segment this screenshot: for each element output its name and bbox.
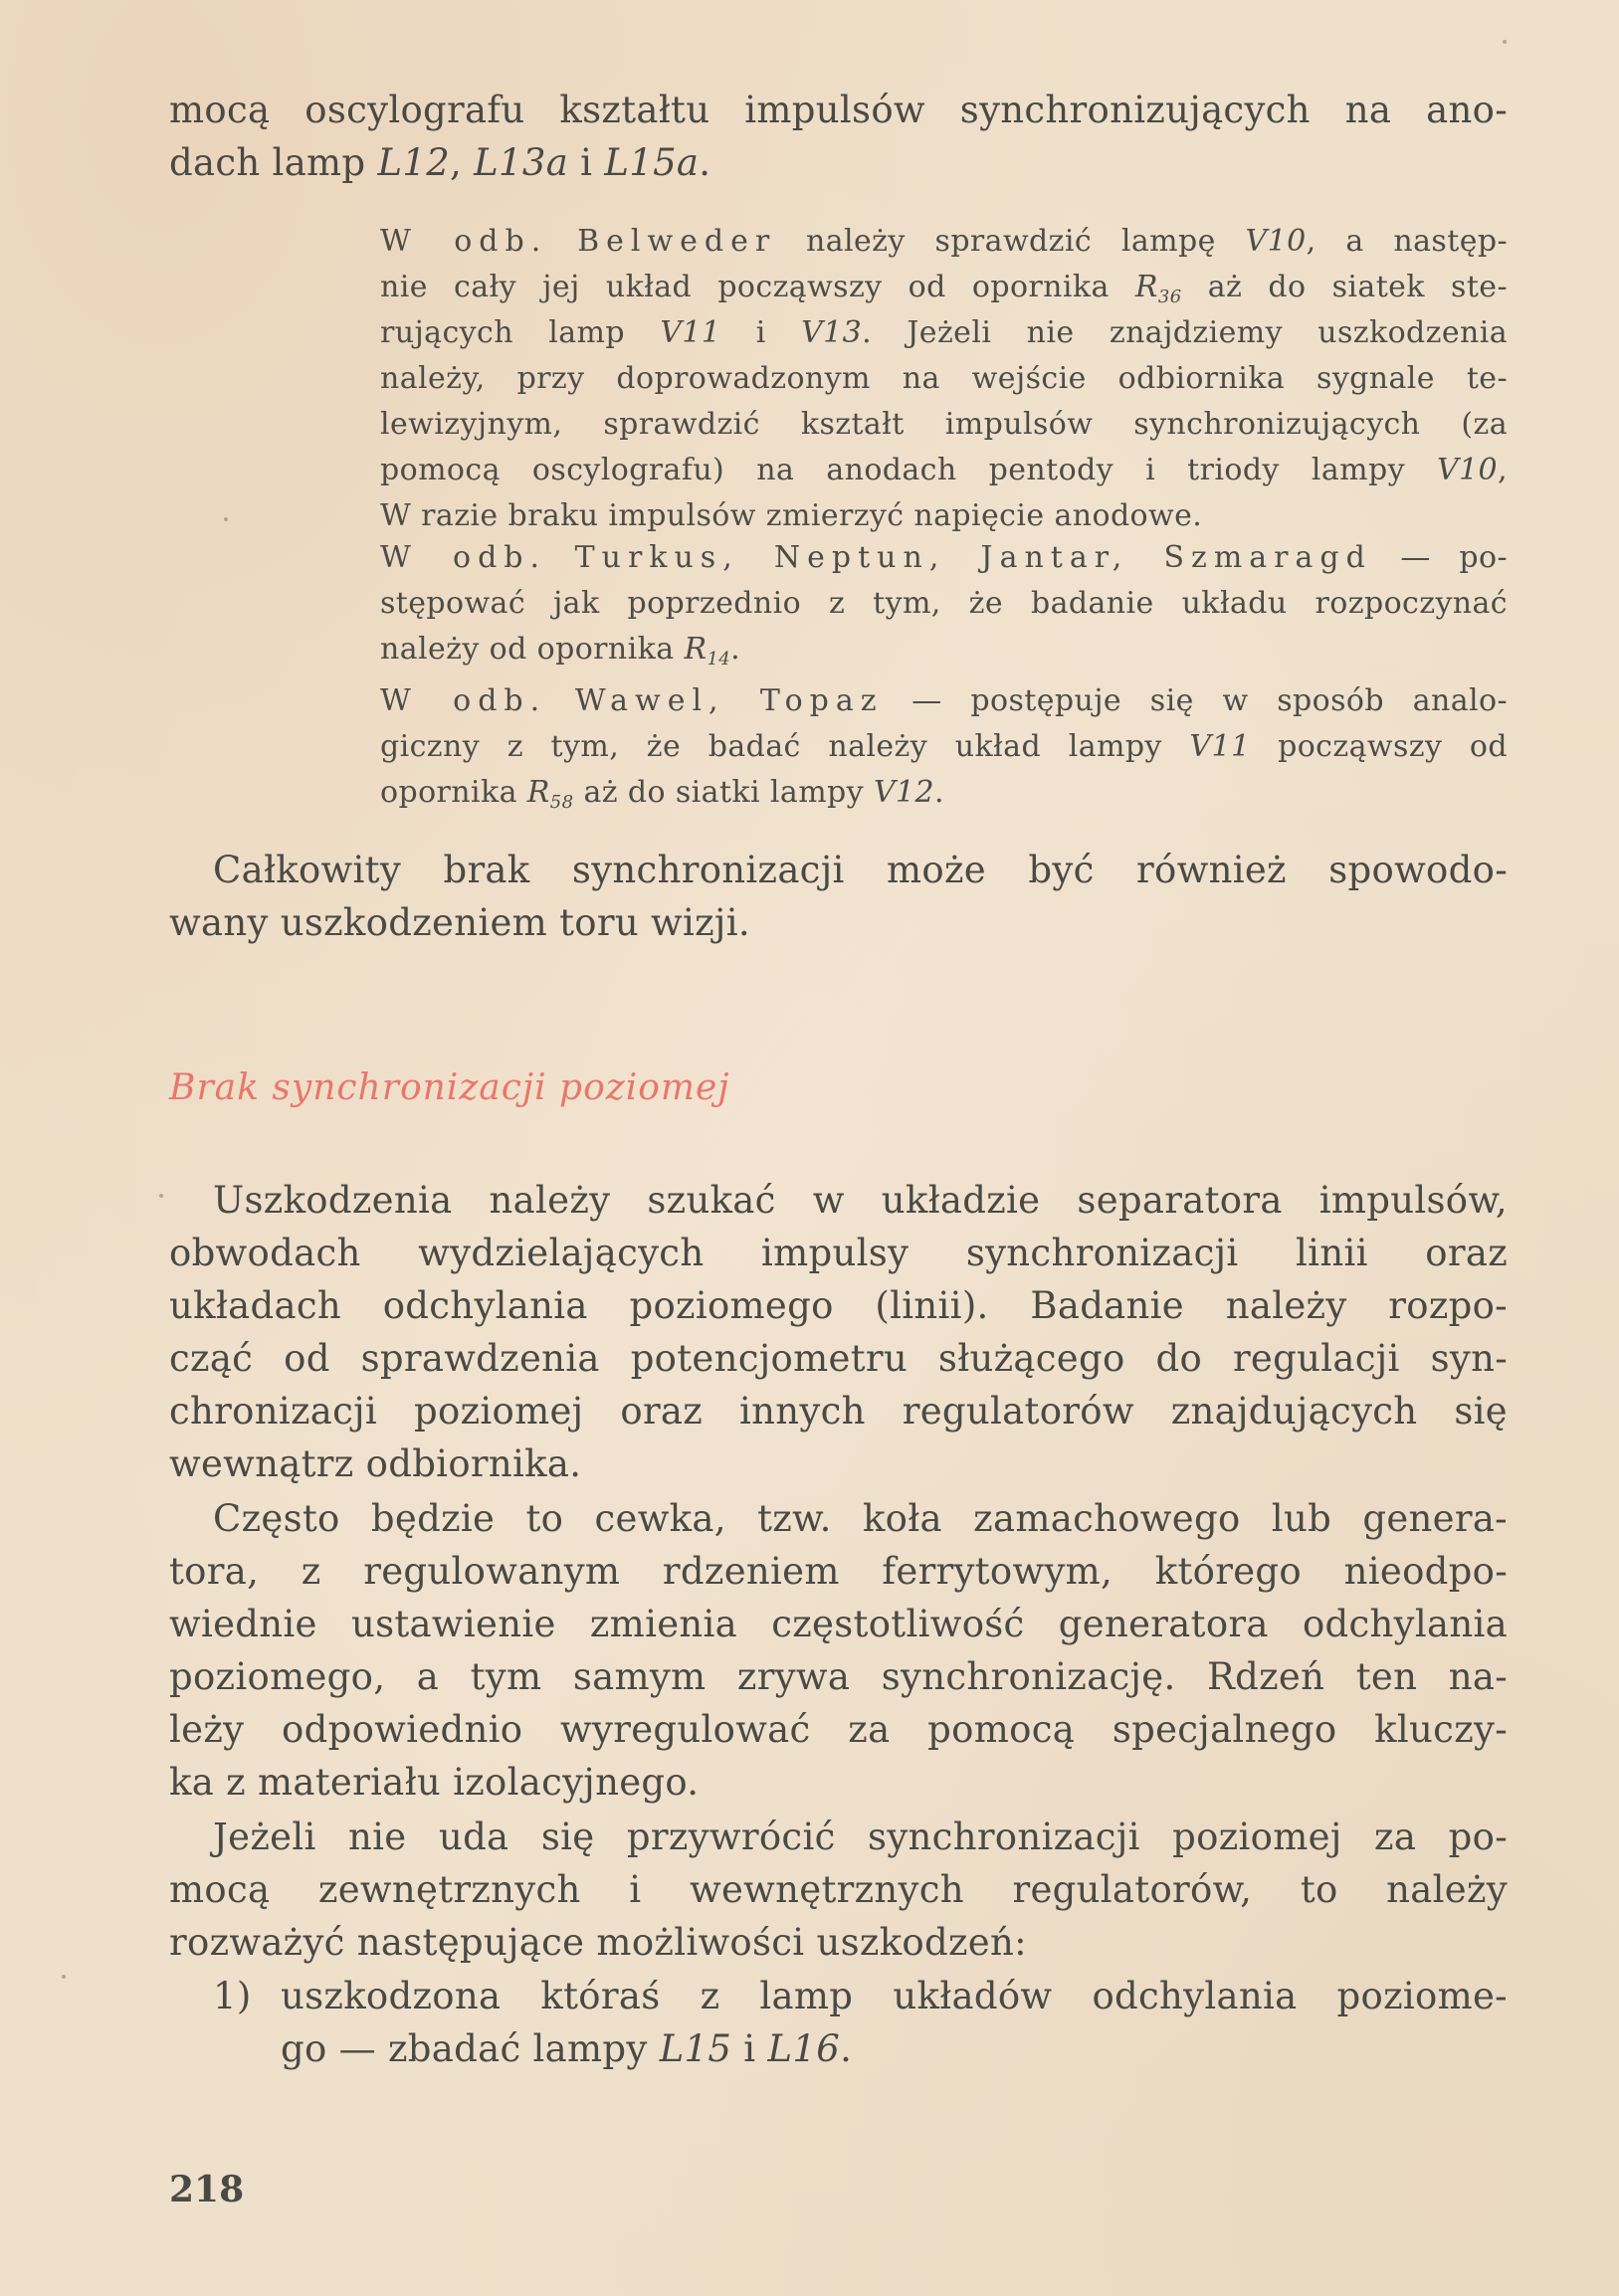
text-fragment: , [450,141,475,184]
lamp-ref: V10 [1437,453,1499,487]
text-line: wiednie ustawienie zmienia częstotliwość generatora odchylania [169,1603,1508,1645]
text-line: cząć od sprawdzenia potencjometru służącego do regulacji syn- [169,1337,1508,1380]
text-line: należy, przy doprowadzonym na wejście odbiornika sygnale te- [380,361,1508,396]
text-line [380,724,1508,770]
text-fragment: i [568,141,605,184]
lamp-ref: V11 [660,315,721,350]
text-line [169,2022,1508,2075]
fault-list [169,1970,1508,2075]
text-fragment: dach lamp [169,141,378,184]
text-line: W razie braku impulsów zmierzyć napięcie anodowe. [380,498,1203,533]
top-paragraph [169,84,1508,189]
section-heading: Brak synchronizacji poziomej [169,1067,730,1108]
resistor-ref [526,775,574,813]
resistor-index: 58 [549,792,574,813]
paragraph-search [169,1174,1508,1490]
text-line [380,265,1508,310]
text-line [169,136,1508,189]
paragraph-coil [169,1492,1508,1809]
text-line: Całkowity brak synchronizacji może być również spowodo- [213,849,1508,891]
text-fragment: należy sprawdzić lampę [776,224,1246,259]
text-fragment: giczny z tym, że badać należy układ lampy [380,729,1190,764]
text-line: mocą zewnętrznych i wewnętrznych regulatorów, to należy [169,1868,1508,1911]
text-line: ka z materiału izolacyjnego. [169,1761,700,1804]
text-line: układach odchylania poziomego (linii). Badanie należy rozpo- [169,1284,1508,1327]
text-fragment: — postępuje się w sposób analo- [883,683,1508,718]
text-line [380,219,1508,265]
receiver-lead: W odb. [380,224,548,259]
lamp-ref: L15a [604,141,700,184]
receiver-note-turkus [380,535,1508,672]
resistor-symbol: R [684,632,708,667]
text-fragment: . Jeżeli nie znajdziemy uszkodzenia [862,315,1508,350]
text-fragment: . [840,2027,853,2070]
text-line: obwodach wydzielających impulsy synchronizacji linii oraz [169,1232,1508,1274]
text-line [380,770,1508,816]
receiver-name: Belweder [577,224,777,259]
resistor-symbol: R [1134,270,1158,304]
text-line [380,310,1508,356]
lamp-ref: L15 [659,2027,732,2070]
text-line: poziomego, a tym samym zrywa synchronizację. Rdzeń ten na- [169,1655,1508,1698]
resistor-ref [684,632,731,670]
text-line: leży odpowiednio wyregulować za pomocą specjalnego kluczy- [169,1708,1508,1751]
paragraph-total-sync-loss [169,844,1508,949]
text-fragment: . [730,632,741,667]
text-fragment: go — zbadać lampy [281,2027,660,2070]
text-fragment: i [731,2027,768,2070]
paragraph-fail [169,1811,1508,1969]
text-fragment: — po- [1371,540,1508,575]
text-fragment: należy od opornika [380,632,685,667]
lamp-ref: L13a [474,141,569,184]
text-line: wewnątrz odbiornika. [169,1442,582,1485]
paper-speck [1503,40,1507,44]
text-line: Często będzie to cewka, tzw. koła zamachowego lub genera- [213,1497,1508,1540]
text-line: mocą oscylografu kształtu impulsów synchronizujących na ano- [169,89,1508,131]
lamp-ref: V10 [1245,224,1307,259]
text-fragment: opornika [380,775,527,810]
lamp-ref: V12 [873,775,934,810]
list-number: 1) [213,1975,252,2017]
resistor-index: 14 [707,649,731,670]
lamp-ref: V13 [801,315,863,350]
resistor-symbol: R [526,775,550,810]
text-fragment: rujących lamp [380,315,661,350]
receiver-note-wawel [380,678,1508,816]
text-line [169,1970,1508,2022]
text-line: tora, z regulowanym rdzeniem ferrytowym, którego nieodpo- [169,1550,1508,1593]
resistor-ref [1134,270,1182,307]
receiver-names: Turkus, Neptun, Jantar, Szmaragd [574,540,1372,575]
text-fragment: aż do siatki lampy [573,775,874,810]
text-fragment: pomocą oscylografu) na anodach pentody i triody lampy [380,453,1437,487]
text-line: stępować jak poprzednio z tym, że badanie układu rozpoczynać [380,586,1508,621]
text-fragment: uszkodzona któraś z lamp układów odchylania poziome- [281,1975,1508,2017]
resistor-index: 36 [1157,287,1182,307]
text-line [380,448,1508,493]
receiver-names: Wawel, Topaz [574,683,884,718]
text-fragment: , [1498,453,1508,487]
paper-speck [62,1975,66,1979]
text-fragment: i [720,315,802,350]
lamp-ref: L12 [377,141,451,184]
text-line: wany uszkodzeniem toru wizji. [169,901,750,944]
text-fragment: . [934,775,944,810]
page-number: 218 [169,2169,245,2210]
lamp-ref: V11 [1189,729,1251,764]
text-line: rozważyć następujące możliwości uszkodzeń: [169,1921,1027,1964]
text-fragment: nie cały jej układ począwszy od opornika [380,270,1135,304]
paper-speck [159,1194,163,1198]
receiver-note-belweder [380,219,1508,539]
text-line [380,535,1508,581]
text-line: chronizacji poziomej oraz innych regulatorów znajdujących się [169,1390,1508,1433]
text-fragment: począwszy od [1250,729,1508,764]
text-line [380,627,1508,672]
list-item [169,1970,1508,2075]
text-line: Uszkodzenia należy szukać w układzie separatora impulsów, [213,1179,1508,1222]
text-line: lewizyjnym, sprawdzić kształt impulsów synchronizujących (za [380,407,1508,442]
text-fragment: . [699,141,711,184]
text-line [380,678,1508,724]
lamp-ref: L16 [767,2027,841,2070]
text-line: Jeżeli nie uda się przywrócić synchronizacji poziomej za po- [213,1816,1508,1858]
receiver-lead: W odb. [380,683,547,718]
text-fragment: aż do siatek ste- [1181,270,1508,304]
text-fragment: , a następ- [1306,224,1508,259]
paper-speck [224,517,228,521]
receiver-lead: W odb. [380,540,547,575]
